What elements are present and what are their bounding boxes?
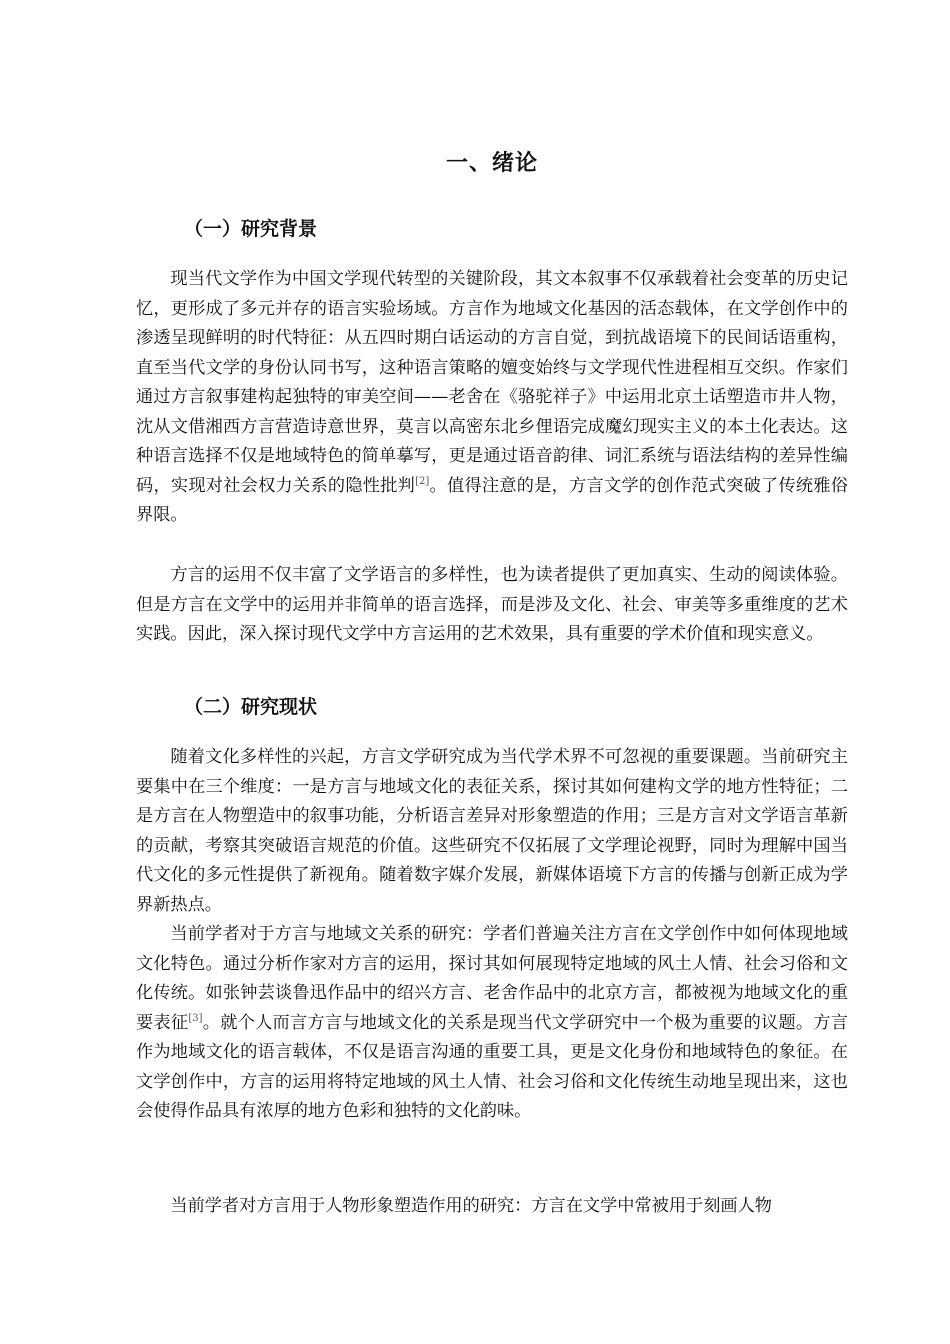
chapter-title: 一、绪论 bbox=[445, 150, 538, 176]
paragraph-text: 当前学者对方言用于人物形象塑造作用的研究：方言在文学中常被用于刻画人物 bbox=[170, 1196, 772, 1216]
paragraph-text: 。就个人而言方言与地域文化的关系是现当代文学研究中一个极为重要的议题。方言作为地域文化的语言载体，不仅是语言沟通的重要工具，更是文化身份和地域特色的象征。在文学创作中，方言的运用将特定地域的风土人情、社会习俗和文化传统生动地呈现出来，这也会使得作品具有浓厚的地方色彩和独特的文化韵味。 bbox=[136, 1012, 848, 1121]
paragraph-text: 当前学者对于方言与地域文关系的研究：学者们普遍关注方言在文学创作中如何体现地域文化特色。通过分析作家对方言的运用，探讨其如何展现特定地域的风土人情、社会习俗和文化传统。如张钟芸谈鲁迅作品中的绍兴方言、老舍作品中的北京方言，都被视为地域文化的重要表征 bbox=[136, 924, 848, 1033]
paragraph-text: 方言的运用不仅丰富了文学语言的多样性，也为读者提供了更加真实、生动的阅读体验。但是方言在文学中的运用并非简单的语言选择，而是涉及文化、社会、审美等多重维度的艺术实践。因此，深入探讨现代文学中方言运用的艺术效果，具有重要的学术价值和现实意义。 bbox=[136, 565, 848, 644]
paragraph-text: 现当代文学作为中国文学现代转型的关键阶段，其文本叙事不仅承载着社会变革的历史记忆，更形成了多元并存的语言实验场域。方言作为地域文化基因的活态载体，在文学创作中的渗透呈现鲜明的时代特征：从五四时期白话运动的方言自觉，到抗战语境下的民间话语重构，直至当代文学的身份认同书写，这种语言策略的嬗变始终与文学现代性进程相互交织。作家们通过方言叙事建构起独特的审美空间——老舍在《骆驼祥子》中运用北京土话塑造市井人物，沈从文借湘西方言营造诗意世界，莫言以高密东北乡俚语完成魔幻现实主义的本土化表达。这种语言选择不仅是地域特色的简单摹写，更是通过语音韵律、词汇系统与语法结构的差异性编码，实现对社会权力关系的隐性批判 bbox=[136, 269, 848, 496]
citation-marker: [2] bbox=[415, 475, 430, 487]
paragraph-status-2 bbox=[136, 920, 848, 1127]
paragraph-background-1 bbox=[136, 265, 848, 531]
paragraph-text: 。值得注意的是，方言文学的创作范式突破了传统雅俗界限。 bbox=[136, 475, 848, 525]
paragraph-status-3 bbox=[136, 1192, 848, 1222]
citation-marker: [3] bbox=[188, 1012, 203, 1024]
section-title-background: （一）研究背景 bbox=[184, 218, 318, 240]
section-title-status: （二）研究现状 bbox=[184, 696, 318, 718]
paragraph-background-2 bbox=[136, 561, 848, 650]
paragraph-text: 随着文化多样性的兴起，方言文学研究成为当代学术界不可忽视的重要课题。当前研究主要集中在三个维度：一是方言与地域文化的表征关系，探讨其如何建构文学的地方性特征；二是方言在人物塑造中的叙事功能，分析语言差异对形象塑造的作用；三是方言对文学语言革新的贡献，考察其突破语言规范的价值。这些研究不仅拓展了文学理论视野，同时为理解中国当代文化的多元性提供了新视角。随着数字媒介发展，新媒体语境下方言的传播与创新正成为学界新热点。 bbox=[136, 747, 848, 915]
paragraph-status-1 bbox=[136, 743, 848, 920]
